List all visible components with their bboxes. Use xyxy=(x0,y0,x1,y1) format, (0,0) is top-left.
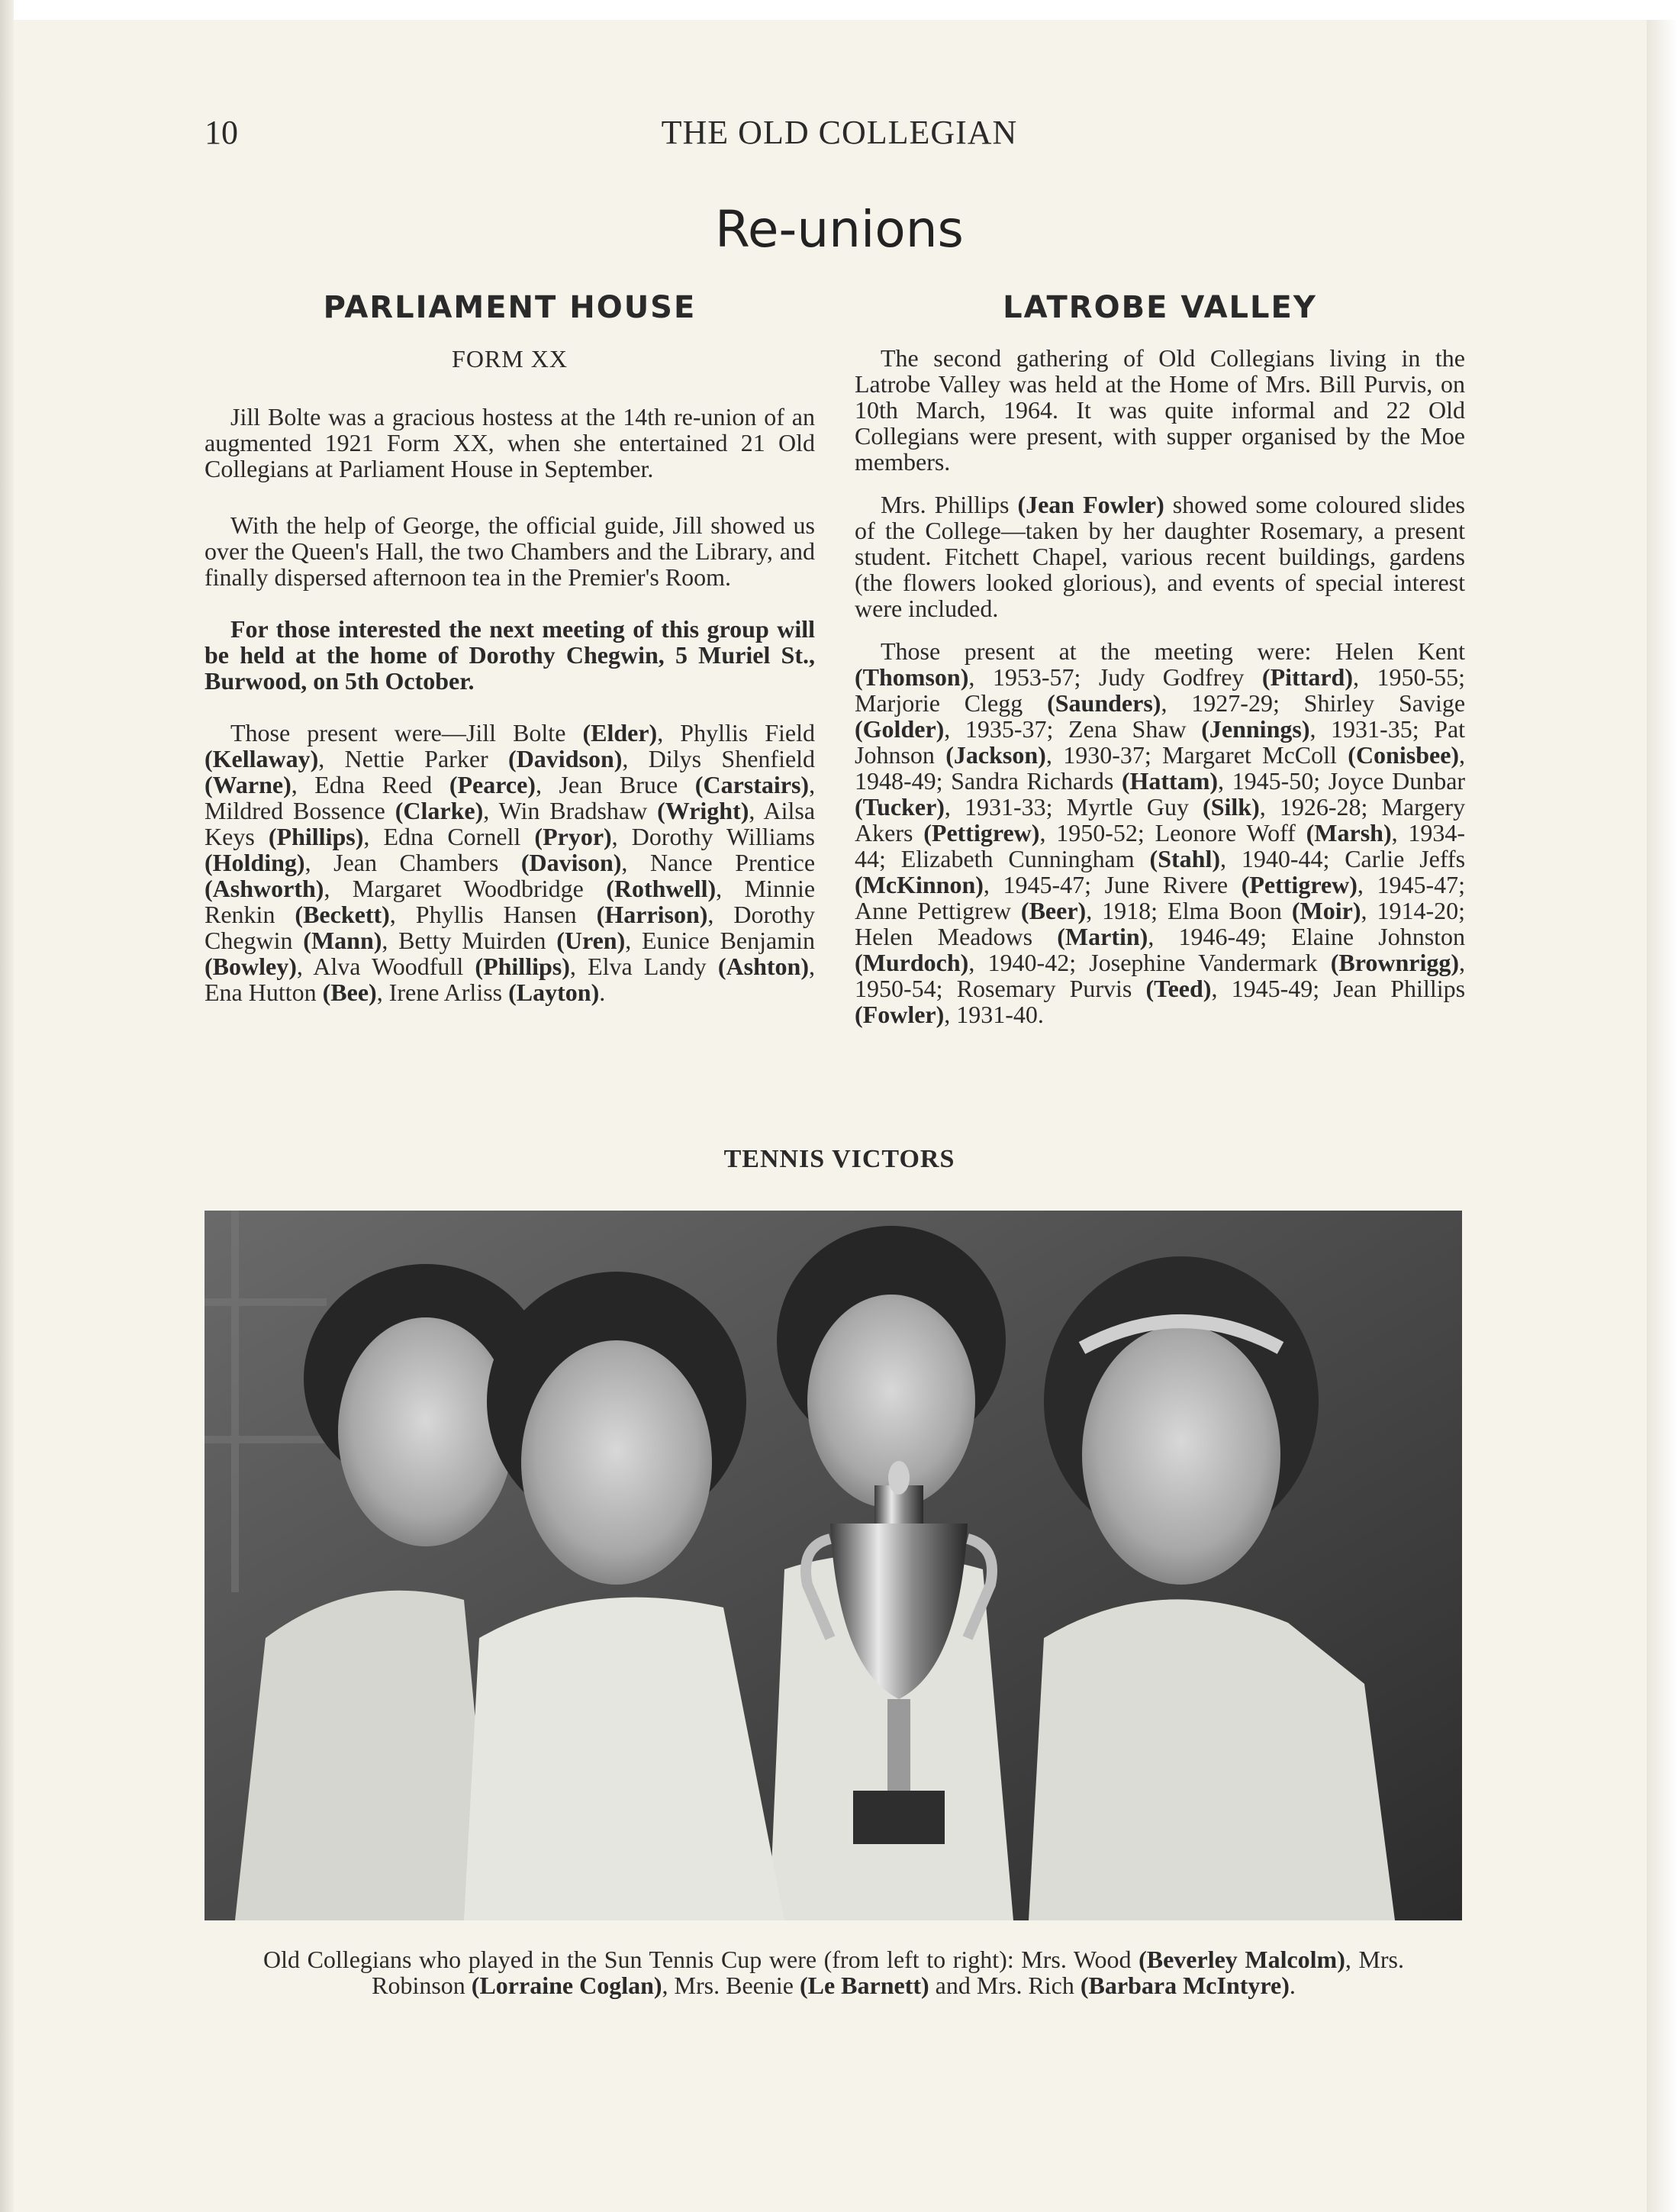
attendee-years: 1946-49 xyxy=(1178,923,1261,950)
attendee-maiden-name: (Silk) xyxy=(1203,793,1260,821)
latrobe-valley-column xyxy=(855,290,1465,1044)
parliament-attendees-list: Those present were—Jill Bolte (Elder), Phyllis Field (Kellaway), Nettie Parker (Davidson), Dilys Shenfield (Warne), Edna Reed (Pearce), Jean Bruce (Carstairs), Mildred Bossence (Clarke), Win Bradshaw (Wright), Ailsa Keys (Phillips), Edna Cornell (Pryor), Dorothy Williams (Holding), Jean Chambers (Davison), Nance Prentice (Ashworth), Margaret Woodbridge (Rothwell), Minnie Renkin (Beckett), Phyllis Hansen (Harrison), Dorothy Chegwin (Mann), Betty Muirden (Uren), Eunice Benjamin (Bowley), Alva Woodfull (Phillips), Elva Landy (Ashton), Ena Hutton (Bee), Irene Arliss (Layton). xyxy=(205,719,816,1006)
attendee-name: Pat Johnson xyxy=(855,715,1466,769)
attendee-name: Mildred Bossence xyxy=(205,797,385,824)
attendee-years: 1927-29 xyxy=(1191,689,1273,717)
attendee-maiden-name: (Rothwell) xyxy=(606,875,717,902)
attendee-name: Anne Pettigrew xyxy=(855,897,1011,924)
meeting-notice-text: For those interested the next meeting of this group will be held at the home of Dorothy Chegwin, 5 Muriel St., Burwood, on 5th October. xyxy=(205,615,815,695)
attendee-maiden-name: (Davidson) xyxy=(508,745,623,772)
parliament-meeting-notice xyxy=(205,616,815,694)
attendee-name: Marjorie Clegg xyxy=(855,689,1023,717)
attendee-name: Jean Phillips xyxy=(1333,975,1466,1002)
attendee-maiden-name: (Beckett) xyxy=(295,901,390,928)
attendee-name: Sandra Richards xyxy=(951,767,1114,795)
attendee-name: Elaine Johnston xyxy=(1291,923,1466,950)
attendee-maiden-name: (Moir) xyxy=(1291,897,1361,924)
attendee-maiden-name: (Mann) xyxy=(303,927,382,954)
latrobe-paragraph-1: The second gathering of Old Collegians living in the Latrobe Valley was held at the Home of Mrs. Bill Purvis, on 10th March, 1964. It was quite informal and 22 Old Collegians were present, with supper organised by the Moe members. xyxy=(855,344,1465,476)
attendee-maiden-name: (Pittard) xyxy=(1261,663,1353,691)
attendee-name: Joyce Dunbar xyxy=(1328,767,1466,795)
parliament-paragraph-1: Jill Bolte was a gracious hostess at the 14th re-union of an augmented 1921 Form XX, when she entertained 21 Old Collegians at Parliament House in September. xyxy=(205,403,815,482)
attendee-maiden-name: (Elder) xyxy=(582,719,658,746)
latrobe-paragraph-2 xyxy=(855,492,1465,621)
caption-part: and Mrs. Rich xyxy=(929,1972,1081,1999)
caption-part: (Barbara McIntyre) xyxy=(1080,1972,1290,1999)
caption-part: (Beverley Malcolm) xyxy=(1139,1946,1345,1973)
attendee-maiden-name: (Pearce) xyxy=(449,771,536,798)
attendee-maiden-name: (Teed) xyxy=(1145,975,1212,1002)
latrobe-attendees-list: Those present at the meeting were: Helen Kent (Thomson), 1953-57; Judy Godfrey (Pittard), 1950-55; Marjorie Clegg (Saunders), 1927-29; Shirley Savige (Golder), 1935-37; Zena Shaw (Jennings), 1931-35; Pat Johnson (Jackson), 1930-37; Margaret McColl (Conisbee), 1948-49; Sandra Richards (Hattam), 1945-50; Joyce Dunbar (Tucker), 1931-33; Myrtle Guy (Silk), 1926-28; Margery Akers (Pettigrew), 1950-52; Leonore Woff (Marsh), 1934-44; Elizabeth Cunningham (Stahl), 1940-44; Carlie Jeffs (McKinnon), 1945-47; June Rivere (Pettigrew), 1945-47; Anne Pettigrew (Beer), 1918; Elma Boon (Moir), 1914-20; Helen Meadows (Martin), 1946-49; Elaine Johnston (Murdoch), 1940-42; Josephine Vandermark (Brownrigg), 1950-54; Rosemary Purvis (Teed), 1945-49; Jean Phillips (Fowler), 1931-40. xyxy=(855,637,1466,1028)
attendee-maiden-name: (Phillips) xyxy=(268,823,364,850)
attendee-maiden-name: (Davison) xyxy=(520,849,622,876)
attendee-years: 1940-42 xyxy=(987,949,1070,976)
attendee-maiden-name: (Martin) xyxy=(1057,923,1148,950)
attendee-name: Josephine Vandermark xyxy=(1089,949,1318,976)
form-xx-subheading: FORM XX xyxy=(452,345,568,372)
attendee-name: Minnie Renkin xyxy=(205,875,816,928)
attendees-intro: Those present at the meeting were: xyxy=(881,637,1312,665)
attendee-name: Zena Shaw xyxy=(1068,715,1187,743)
attendee-years: 1948-49 xyxy=(855,767,936,795)
attendee-name: Judy Godfrey xyxy=(1098,663,1245,691)
attendee-maiden-name: (Pettigrew) xyxy=(1241,871,1358,898)
attendee-years: 1935-37 xyxy=(965,715,1047,743)
caption-part: , Mrs. Beenie xyxy=(662,1972,800,1999)
attendee-name: Helen Meadows xyxy=(855,923,1033,950)
attendee-name: Ailsa Keys xyxy=(205,797,816,850)
parliament-house-heading: PARLIAMENT HOUSE xyxy=(323,290,697,325)
attendee-maiden-name: (Murdoch) xyxy=(855,949,969,976)
attendee-years: 1926-28 xyxy=(1279,793,1361,821)
attendee-name: Margery Akers xyxy=(855,793,1466,846)
attendee-name: Carlie Jeffs xyxy=(1345,845,1466,872)
attendee-maiden-name: (Marsh) xyxy=(1306,819,1392,846)
attendee-name: Margaret Woodbridge xyxy=(352,875,584,902)
attendee-name: Elva Landy xyxy=(588,953,707,980)
attendee-maiden-name: (Uren) xyxy=(556,927,626,954)
para2-start: Mrs. Phillips xyxy=(881,491,1010,518)
attendee-name: Elizabeth Cunningham xyxy=(900,845,1135,872)
attendee-name: Phyllis Hansen xyxy=(415,901,577,928)
attendee-years: 1950-52 xyxy=(1056,819,1138,846)
caption-part: (Lorraine Coglan) xyxy=(471,1972,662,1999)
attendee-name: June Rivere xyxy=(1104,871,1229,898)
para2-maiden-name: (Jean Fowler) xyxy=(1017,491,1164,518)
book-spine-shadow xyxy=(0,0,14,2212)
attendee-maiden-name: (Golder) xyxy=(855,715,945,743)
attendee-years: 1950-54 xyxy=(855,975,936,1002)
attendee-name: Leonore Woff xyxy=(1155,819,1296,846)
attendees-intro: Those present were—Jill Bolte xyxy=(230,719,566,746)
attendee-years: 1940-44 xyxy=(1241,845,1323,872)
caption-part: (Le Barnett) xyxy=(799,1972,929,1999)
tennis-team-photo xyxy=(205,1211,1462,1920)
attendee-name: Eunice Benjamin xyxy=(641,927,815,954)
attendee-maiden-name: (Phillips) xyxy=(475,953,570,980)
attendee-years: 1945-49 xyxy=(1231,975,1313,1002)
attendee-name: Irene Arliss xyxy=(388,979,503,1006)
attendee-name: Rosemary Purvis xyxy=(956,975,1132,1002)
parliament-paragraph-2: With the help of George, the official guide, Jill showed us over the Queen's Hall, the two Chambers and the Library, and finally dispersed afternoon tea in the Premier's Room. xyxy=(205,511,815,591)
attendee-years: 1953-57 xyxy=(992,663,1074,691)
attendee-name: Edna Cornell xyxy=(383,823,521,850)
latrobe-valley-heading: LATROBE VALLEY xyxy=(1003,290,1317,325)
attendee-years: 1914-20 xyxy=(1377,897,1459,924)
photo-illustration xyxy=(205,1211,1462,1920)
attendee-name: Jean Bruce xyxy=(559,771,678,798)
attendee-maiden-name: (Jennings) xyxy=(1201,715,1310,743)
attendee-name: Dorothy Williams xyxy=(631,823,815,850)
attendee-maiden-name: (Beer) xyxy=(1020,897,1087,924)
attendee-years: 1931-35 xyxy=(1331,715,1412,743)
attendee-name: Dorothy Chegwin xyxy=(205,901,816,954)
attendee-maiden-name: (Carstairs) xyxy=(694,771,810,798)
attendee-name: Alva Woodfull xyxy=(313,953,464,980)
attendee-maiden-name: (Saunders) xyxy=(1047,689,1161,717)
attendee-maiden-name: (McKinnon) xyxy=(855,871,984,898)
attendee-maiden-name: (Ashworth) xyxy=(205,875,324,902)
attendee-maiden-name: (Pettigrew) xyxy=(923,819,1040,846)
attendee-maiden-name: (Clarke) xyxy=(395,797,484,824)
attendee-years: 1918 xyxy=(1102,897,1151,924)
attendee-years: 1934-44 xyxy=(855,819,1466,872)
attendee-name: Nettie Parker xyxy=(344,745,488,772)
attendee-years: 1930-37 xyxy=(1063,741,1145,769)
attendee-maiden-name: (Fowler) xyxy=(855,1001,945,1028)
attendee-maiden-name: (Jackson) xyxy=(945,741,1046,769)
attendee-name: Edna Reed xyxy=(314,771,433,798)
page-number: 10 xyxy=(205,114,238,151)
attendee-name: Jean Chambers xyxy=(333,849,499,876)
caption-part: Old Collegians who played in the Sun Tennis Cup were (from left to right): Mrs. Wood xyxy=(263,1946,1139,1973)
attendee-maiden-name: (Ashton) xyxy=(717,953,809,980)
tennis-photo-caption xyxy=(263,1946,1404,1998)
page-edge xyxy=(1647,20,1678,2212)
attendee-name: Helen Kent xyxy=(1335,637,1466,665)
running-head: THE OLD COLLEGIAN xyxy=(661,114,1018,151)
parliament-house-column xyxy=(205,290,815,1022)
attendee-maiden-name: (Bowley) xyxy=(205,953,297,980)
attendee-years: 1945-50 xyxy=(1232,767,1314,795)
caption-part: . xyxy=(1289,1972,1296,1999)
attendee-years: 1950-55 xyxy=(1377,663,1459,691)
attendee-name: Phyllis Field xyxy=(680,719,816,746)
attendee-name: Win Bradshaw xyxy=(498,797,648,824)
page-title: Re-unions xyxy=(715,200,964,259)
attendee-maiden-name: (Holding) xyxy=(205,849,305,876)
attendee-name: Nance Prentice xyxy=(649,849,816,876)
attendee-maiden-name: (Tucker) xyxy=(855,793,945,821)
attendee-maiden-name: (Harrison) xyxy=(596,901,708,928)
attendee-years: 1945-47 xyxy=(1003,871,1085,898)
attendee-maiden-name: (Brownrigg) xyxy=(1330,949,1460,976)
attendee-name: Dilys Shenfield xyxy=(648,745,816,772)
attendee-name: Shirley Savige xyxy=(1303,689,1466,717)
attendee-maiden-name: (Wright) xyxy=(657,797,749,824)
attendee-maiden-name: (Hattam) xyxy=(1121,767,1219,795)
attendee-years: 1931-40 xyxy=(956,1001,1038,1028)
attendee-years: 1931-33 xyxy=(965,793,1046,821)
attendee-years: 1945-47 xyxy=(1377,871,1459,898)
attendee-maiden-name: (Stahl) xyxy=(1149,845,1220,872)
caption-part: , Mrs. Robinson xyxy=(372,1946,1405,1999)
attendee-name: Margaret McColl xyxy=(1162,741,1337,769)
attendee-maiden-name: (Conisbee) xyxy=(1348,741,1460,769)
attendee-name: Elma Boon xyxy=(1168,897,1282,924)
tennis-victors-heading: TENNIS VICTORS xyxy=(723,1145,955,1173)
attendee-maiden-name: (Bee) xyxy=(322,979,377,1006)
attendee-name: Ena Hutton xyxy=(205,979,317,1006)
attendee-maiden-name: (Layton) xyxy=(508,979,600,1006)
attendee-maiden-name: (Thomson) xyxy=(855,663,969,691)
attendee-maiden-name: (Warne) xyxy=(205,771,291,798)
para2-rest: showed some coloured slides of the College—taken by her daughter Rosemary, a present student. Fitchett Chapel, various recent buildings, gardens (the flowers looked glorious), and events of special interest were included. xyxy=(855,491,1466,622)
attendee-name: Myrtle Guy xyxy=(1066,793,1189,821)
attendee-maiden-name: (Pryor) xyxy=(534,823,612,850)
attendee-maiden-name: (Kellaway) xyxy=(205,745,319,772)
attendee-name: Betty Muirden xyxy=(398,927,546,954)
